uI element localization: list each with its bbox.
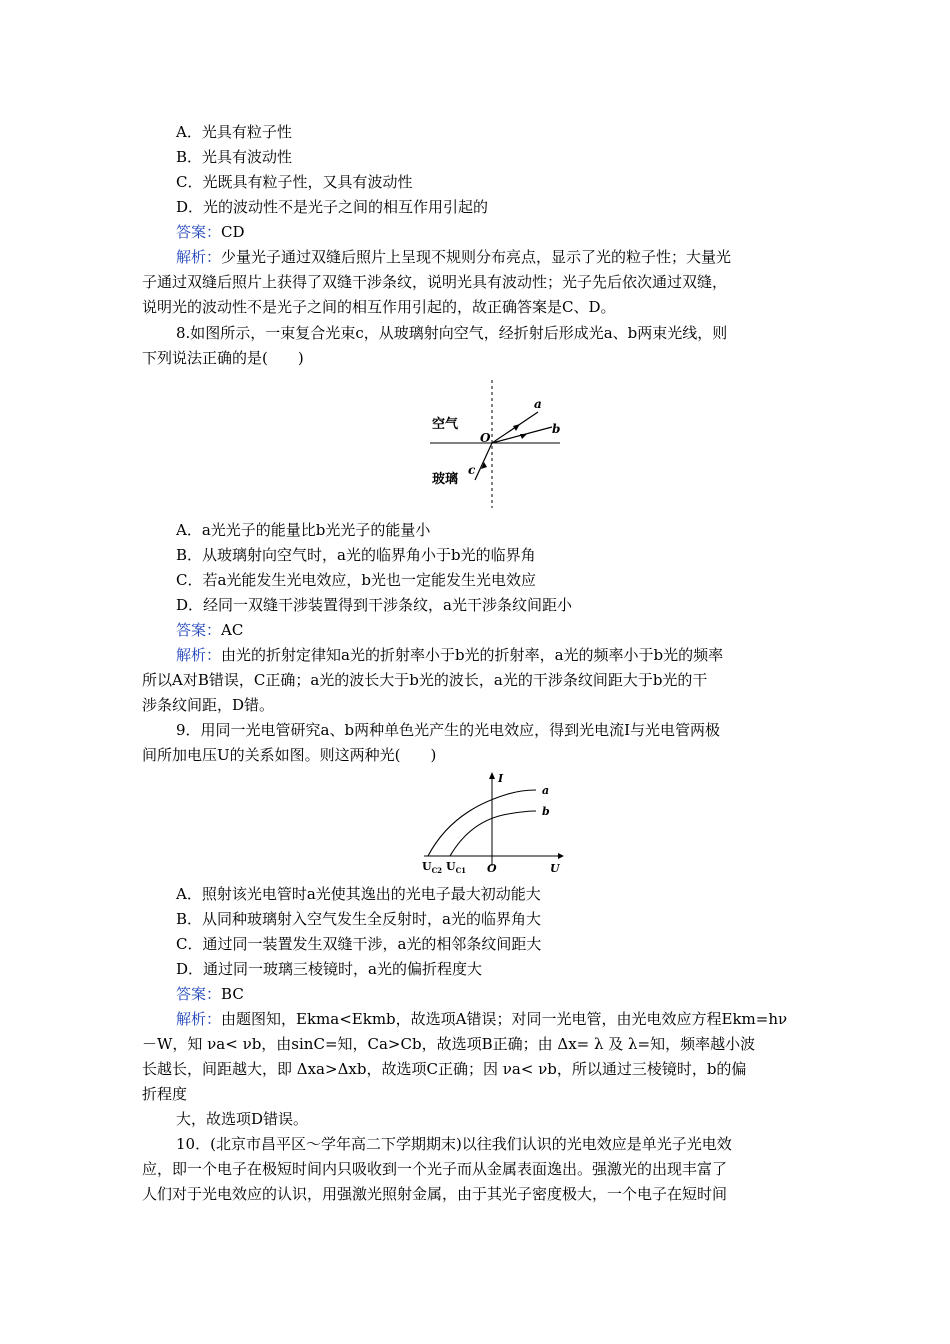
q7-option-d: D．光的波动性不是光子之间的相互作用引起的 — [176, 198, 489, 216]
analysis-text: 由题图知，Ekma<Ekmb，故选项A错误；对同一光电管，由光电效应方程Ekm=hν — [221, 1010, 788, 1028]
q8-analysis-line-2: 所以A对B错误，C正确；a光的波长大于b光的波长，a光的干涉条纹间距大于b光的干 — [142, 671, 708, 689]
q8-answer — [176, 618, 844, 643]
analysis-label: 解析： — [176, 646, 222, 664]
curve-b — [450, 811, 536, 856]
q8-option-a: A．a光光子的能量比b光光子的能量小 — [176, 521, 431, 539]
q9-option-b: B．从同种玻璃射入空气发生全反射时，a光的临界角大 — [176, 910, 541, 928]
i-label: I — [498, 772, 504, 785]
q10-line-3: 人们对于光电效应的认识，用强激光照射金属，由于其光子密度极大，一个电子在短时间 — [142, 1185, 728, 1203]
q9-option-c: C．通过同一装置发生双缝干涉，a光的相邻条纹间距大 — [176, 935, 542, 953]
analysis-label: 解析： — [176, 248, 222, 266]
uc2-label: $U_{C2}$ — [422, 860, 443, 875]
glass-label: 玻璃 — [432, 472, 459, 487]
answer-value: AC — [221, 621, 244, 639]
uc1-label: $U_{C1}$ — [446, 860, 467, 875]
analysis-text: 少量光子通过双缝后照片上呈现不规则分布亮点，显示了光的粒子性；大量光 — [221, 248, 732, 266]
q9-answer — [176, 982, 844, 1007]
q9-analysis-line-4: 折程度 — [142, 1085, 188, 1103]
ray-c — [475, 443, 492, 480]
ray-b-arrow — [520, 434, 527, 439]
q7-answer — [176, 220, 844, 245]
q8-analysis-line-3: 涉条纹间距，D错。 — [142, 696, 275, 714]
q9-analysis-line-3: 长越长，间距越大，即 Δxa>Δxb，故选项C正确；因 νa< νb，所以通过三棱镜时，b的偏 — [142, 1060, 747, 1078]
a-label: a — [534, 397, 542, 411]
origin-label: O — [487, 862, 497, 875]
answer-label: 答案： — [176, 985, 222, 1003]
c-label: c — [468, 463, 476, 477]
answer-value: BC — [221, 985, 244, 1003]
q7-analysis-line-2: 子通过双缝后照片上获得了双缝干涉条纹，说明光具有波动性；光子先后依次通过双缝， — [142, 273, 728, 291]
q9-current-voltage-figure — [418, 770, 568, 878]
air-label: 空气 — [432, 417, 459, 432]
q9-analysis-line-5: 大，故选项D错误。 — [176, 1110, 309, 1128]
q9-analysis-line-2: －W，知 νa< νb，由sinC=知，Ca>Cb，故选项B正确；由 Δx= λ 及 λ=知，频率越小波 — [142, 1035, 756, 1053]
answer-label: 答案： — [176, 223, 222, 241]
q8-analysis-line-1 — [176, 643, 844, 668]
q9-option-a: A．照射该光电管时a光使其逸出的光电子最大初动能大 — [176, 885, 541, 903]
origin-label: O — [480, 431, 491, 445]
q7-option-b: B．光具有波动性 — [176, 148, 293, 166]
q9-option-d: D．通过同一玻璃三棱镜时，a光的偏折程度大 — [176, 960, 482, 978]
q7-analysis-line-3: 说明光的波动性不是光子之间的相互作用引起的，故正确答案是C、D。 — [142, 298, 616, 316]
u-axis-arrow — [558, 853, 564, 859]
i-axis-arrow — [489, 772, 495, 779]
ray-a-arrow — [513, 424, 520, 431]
analysis-text: 由光的折射定律知a光的折射率小于b光的折射率，a光的频率小于b光的频率 — [221, 646, 724, 664]
q8-option-b: B．从玻璃射向空气时，a光的临界角小于b光的临界角 — [176, 546, 536, 564]
q7-option-c: C．光既具有粒子性，又具有波动性 — [176, 173, 413, 191]
q7-analysis-line-1 — [176, 245, 844, 270]
q8-stem-line-2: 下列说法正确的是( ) — [142, 349, 304, 367]
a-label: a — [542, 784, 550, 797]
q9-analysis-line-1 — [176, 1007, 844, 1032]
q10-line-1: 10．(北京市昌平区～学年高二下学期期末)以往我们认识的光电效应是单光子光电效 — [176, 1135, 732, 1153]
u-label: U — [550, 862, 560, 875]
answer-label: 答案： — [176, 621, 222, 639]
answer-value: CD — [221, 223, 245, 241]
q10-line-2: 应，即一个电子在极短时间内只吸收到一个光子而从金属表面逸出。强激光的出现丰富了 — [142, 1160, 728, 1178]
q8-option-d: D．经同一双缝干涉装置得到干涉条纹，a光干涉条纹间距小 — [176, 596, 572, 614]
b-label: b — [552, 422, 561, 436]
b-label: b — [542, 805, 550, 818]
q8-refraction-figure — [420, 376, 570, 514]
q8-option-c: C．若a光能发生光电效应，b光也一定能发生光电效应 — [176, 571, 537, 589]
q8-stem-line-1: 8.如图所示，一束复合光束c，从玻璃射向空气，经折射后形成光a、b两束光线，则 — [176, 324, 728, 342]
q7-option-a: A．光具有粒子性 — [176, 123, 292, 141]
q9-stem-line-1: 9．用同一光电管研究a、b两种单色光产生的光电效应，得到光电流I与光电管两极 — [176, 721, 721, 739]
analysis-label: 解析： — [176, 1010, 222, 1028]
q9-stem-line-2: 间所加电压U的关系如图。则这两种光( ) — [142, 746, 437, 764]
